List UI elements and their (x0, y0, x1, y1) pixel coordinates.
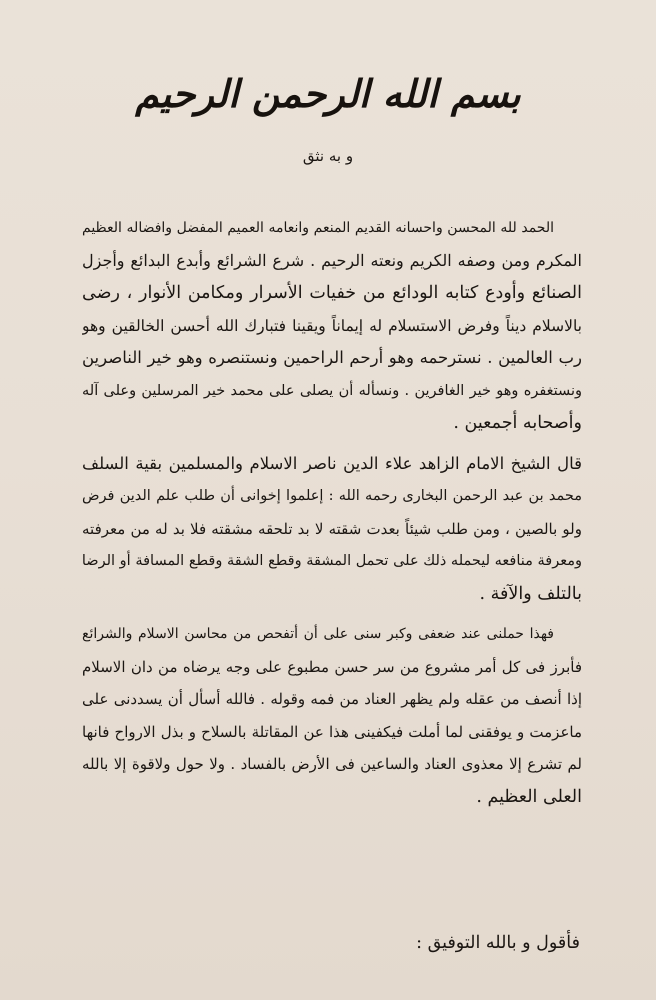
text-line: وأصحابه أجمعين . (453, 413, 582, 433)
text-line: إذا أنصف من عقله ولم يظهر العناد من فمه وقوله . فالله أسأل أن يسددنى على (82, 690, 582, 708)
text-line: ماعزمت و يوفقنى لما أملت فيكفينى هذا عن المقاتلة بالسلاح و بذل الارواح فانها (82, 722, 582, 741)
body-text (82, 212, 582, 813)
paragraph-gap (82, 440, 582, 448)
subheading: و به نثق (302, 147, 354, 165)
text-line: المكرم ومن وصفه الكريم ونعته الرحيم . شرع الشرائع وأبدع البدائع وأجزل (82, 250, 582, 270)
basmala-calligraphy: بسم الله الرحمن الرحيم (135, 72, 521, 116)
text-line: رب العالمين . نسترحمه وهو أرحم الراحمين ونستنصره وهو خير الناصرين (82, 348, 582, 367)
text-line: ومعرفة منافعه ليحمله ذلك على تحمل المشقة وقطع الشقة وقطع المسافة أو الرضا (82, 553, 582, 569)
text-line: فهذا حملنى عند ضعفى وكبر سنى على أن أتفحص من محاسن الاسلام والشرائع (82, 626, 554, 642)
text-line: ولو بالصين ، ومن طلب شيئاً بعدت شقته لا بد تلحقه مشقته فلا بد له من معرفته (82, 519, 582, 538)
paragraph-author-saying (82, 448, 582, 611)
text-line: بالاسلام ديناً وفرض الاستسلام له إيماناً ويقينا فتبارك الله أحسن الخالقين وهو (82, 316, 582, 335)
paragraph-opening-praise (82, 212, 582, 440)
text-line: لم تشرع إلا معذوى العناد والساعين فى الأرض بالفساد . ولا حول ولاقوة إلا بالله (82, 755, 582, 773)
text-line: فأبرز فى كل أمر مشروع من سر حسن مطبوع على وجه يرضاه من دان الاسلام (82, 657, 582, 676)
text-line: قال الشيخ الامام الزاهد علاء الدين ناصر الاسلام والمسلمين بقية السلف (82, 453, 582, 473)
text-line: العلى العظيم . (476, 786, 582, 807)
text-line: الصنائع وأودع كتابه الودائع من خفيات الأسرار ومكامن الأنوار ، رضى (82, 283, 582, 303)
text-line: الحمد لله المحسن واحسانه القديم المنعم وانعامه العميم المفضل وافضاله العظيم (82, 220, 554, 236)
text-line: ونستغفره وهو خير الغافرين . ونسأله أن يصلى على محمد خير المرسلين وعلى آله (82, 382, 582, 399)
text-line: بالتلف والآفة . (479, 583, 582, 604)
closing-line: فأقول و بالله التوفيق : (416, 933, 580, 953)
text-line: محمد بن عبد الرحمن البخارى رحمه الله : إعلموا إخوانى أن طلب علم الدين فرض (82, 488, 582, 504)
paragraph-purpose (82, 618, 582, 813)
paragraph-gap (82, 610, 582, 618)
